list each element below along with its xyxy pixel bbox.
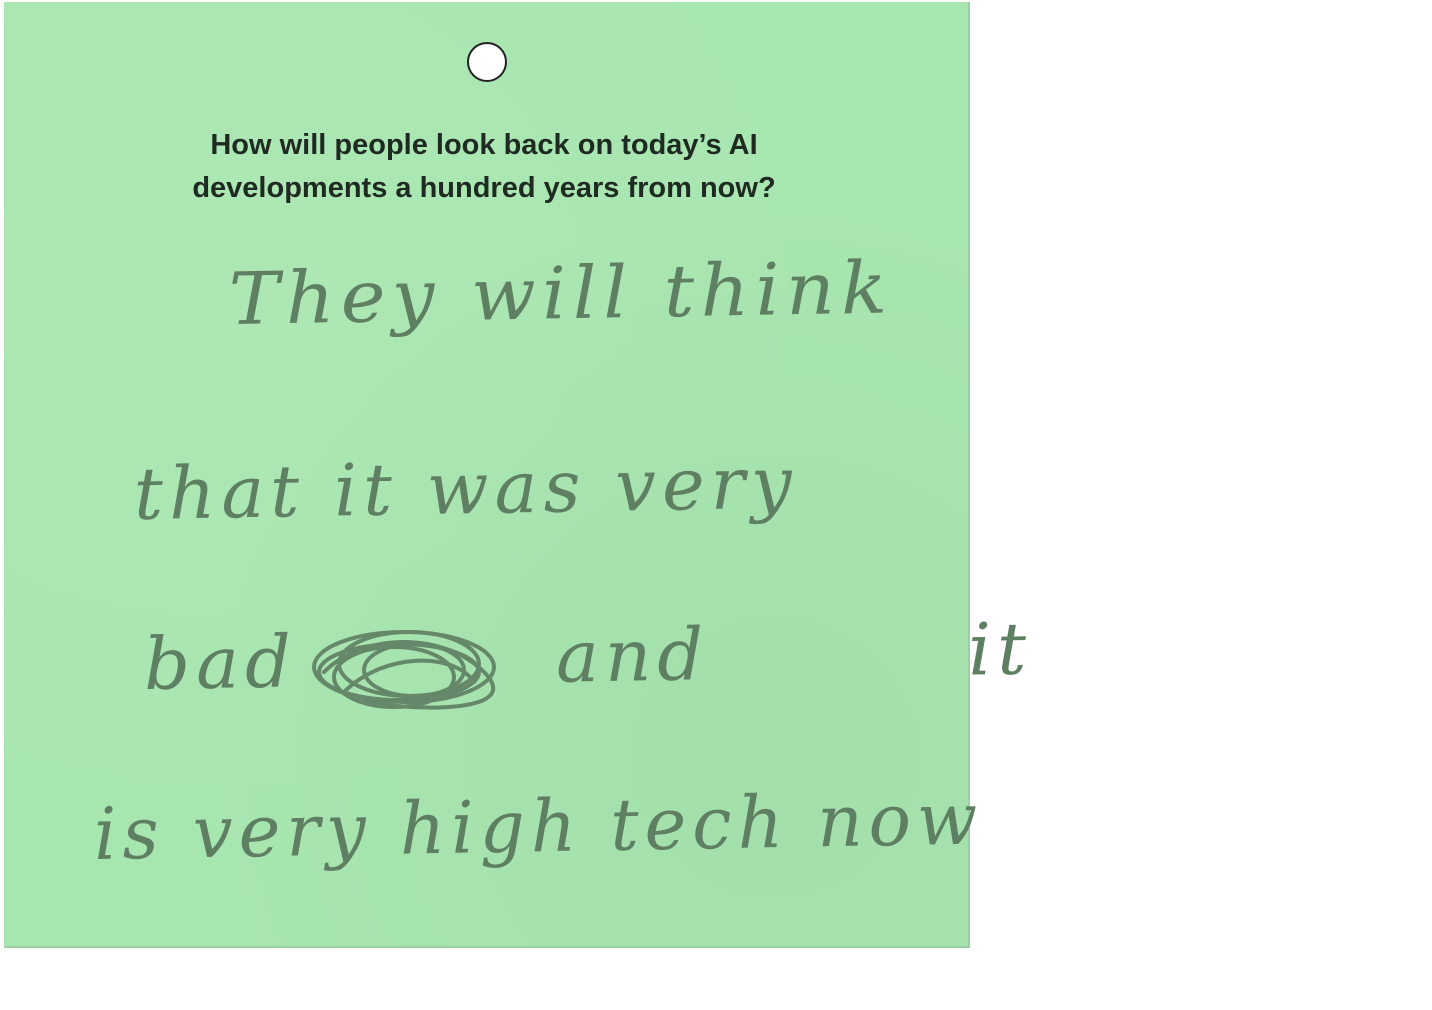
- green-response-card: [4, 2, 1033, 948]
- answer-line-3: bad and it: [143, 606, 1033, 706]
- answer-line-4: is very high tech now: [93, 776, 984, 876]
- handwritten-answer: [4, 2, 1033, 948]
- question-line-1: How will people look back on today’s AI: [210, 129, 758, 161]
- crossed-out-scribble: [304, 612, 504, 732]
- answer-line-2: that it was very: [133, 440, 799, 536]
- answer-line-1: They will think: [228, 245, 894, 341]
- question-line-2: developments a hundred years from now?: [192, 172, 776, 204]
